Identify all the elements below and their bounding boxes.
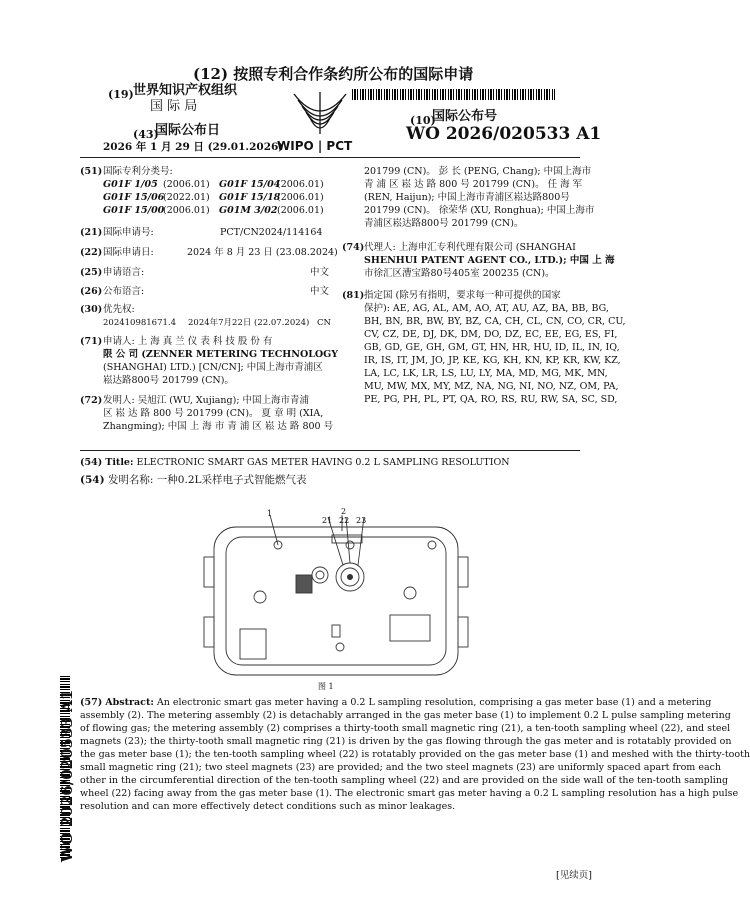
field-21-value: PCT/CN2024/114164 <box>220 227 323 238</box>
agent-line: SHENHUI PATENT AGENT CO., LTD.); 中国 上 海 <box>364 255 615 266</box>
states-line: PE, PG, PH, PL, PT, QA, RO, RS, RU, RW, SA, SC, SD, <box>364 394 618 405</box>
ipc-date: (2006.01) <box>277 192 324 203</box>
inventor-continued <box>364 165 595 230</box>
abstract-label: Abstract: <box>105 697 154 708</box>
inventor-line: 发明人: 吴旭江 (WU, Xujiang); 中国上海市青浦 <box>103 395 310 406</box>
ipc-code: G01F 1/05 <box>103 179 158 190</box>
side-publication-number: WO 2026/020533 A1 <box>58 689 76 863</box>
abstract-line: resolution and can more effectively detect conditions such as minor leakages. <box>80 801 456 812</box>
ipc-code: G01F 15/00 <box>103 205 165 216</box>
figure-label-2: 2 <box>341 507 347 516</box>
priority-number: 202410981671.4 <box>103 318 177 328</box>
title-divider <box>80 450 580 451</box>
applicant-line: 限 公 司 (ZENNER METERING TECHNOLOGY <box>103 349 339 360</box>
abstract-line: other in the circumferential direction of the ten-tooth sampling wheel (22) and are provided on the side wall of the ten-tooth sampling <box>80 775 729 786</box>
inventor-block <box>103 394 335 433</box>
field-21-code: (21) <box>80 227 103 238</box>
field-81-code: (81) <box>342 290 365 301</box>
abstract-text: An electronic smart gas meter having a 0.2 L sampling resolution, comprising a gas meter base (1) and a metering <box>156 697 712 708</box>
applicant-line: 申请人: 上 海 真 兰 仪 表 科 技 股 份 有 <box>103 336 273 347</box>
abstract-code: (57) <box>80 697 103 708</box>
agent-line: 市徐汇区漕宝路80号405室 200235 (CN)。 <box>364 268 555 279</box>
gas-meter-figure <box>200 505 470 680</box>
field-51-label: 国际专利分类号: <box>103 166 173 177</box>
priority-date: 2024年7月22日 (22.07.2024) <box>188 318 310 328</box>
ipc-code: G01M 3/02 <box>219 205 278 216</box>
top-barcode <box>352 89 555 100</box>
pubdate-code: (43) <box>133 128 159 141</box>
field-30-label: 优先权: <box>103 304 135 315</box>
field-22-value: 2024 年 8 月 23 日 (23.08.2024) <box>187 247 338 258</box>
ipc-code: G01F 15/04 <box>219 179 281 190</box>
pubdate-value: 2026 年 1 月 29 日 (29.01.2026) <box>103 141 284 153</box>
inventor-line: 青 浦 区 崧 达 路 800 号 201799 (CN)。 任 海 军 <box>364 179 583 190</box>
abstract-line: of flowing gas; the metering assembly (2) comprises a thirty-tooth small magnetic ring (21), a ten-tooth sampling wheel (22), and steel <box>80 723 731 734</box>
field-71-code: (71) <box>80 336 103 347</box>
pubno-code: (10) <box>410 114 436 127</box>
ipc-date: (2006.01) <box>277 179 324 190</box>
inventor-line: 青浦区崧达路800号 201799 (CN)。 <box>364 218 524 229</box>
field-22-label: 国际申请日: <box>103 247 154 258</box>
org-sub: 国 际 局 <box>150 99 198 114</box>
title-zh-code: (54) <box>80 474 105 486</box>
abstract-line: magnets (23); the thirty-tooth small magnetic ring (21) is driven by the gas flowing through the gas meter and is rotatably provided on <box>80 736 732 747</box>
field-26-label: 公布语言: <box>103 286 145 297</box>
title-en-text: ELECTRONIC SMART GAS METER HAVING 0.2 L SAMPLING RESOLUTION <box>136 457 510 468</box>
figure-label-1: 1 <box>267 509 273 518</box>
title-zh <box>80 474 306 487</box>
field-74-code: (74) <box>342 242 365 253</box>
pubdate-label: 国际公布日 <box>155 123 221 138</box>
inventor-line: Zhangming); 中国 上 海 市 青 浦 区 崧 达 路 800 号 <box>103 421 334 432</box>
inventor-line: 201799 (CN)。 徐荣华 (XU, Ronghua); 中国上海市 <box>364 205 595 216</box>
title-en-code: (54) <box>80 457 103 468</box>
states-line: LA, LC, LK, LR, LS, LU, LY, MA, MD, MG, MK, MN, <box>364 368 608 379</box>
abstract-line: the gas meter base (1); the ten-tooth sampling wheel (22) is rotatably provided on the gas meter base (1) and meshed with the thirty-tooth <box>80 749 750 760</box>
applicant-block <box>103 335 339 387</box>
field-21-label: 国际申请号: <box>103 227 154 238</box>
ipc-code: G01F 15/06 <box>103 192 165 203</box>
title-en-label: Title: <box>105 457 134 468</box>
pubno-value: WO 2026/020533 A1 <box>406 124 602 144</box>
field-25-label: 申请语言: <box>103 267 145 278</box>
figure-caption: 图 1 <box>318 682 334 691</box>
pubno-label: 国际公布号 <box>432 109 498 124</box>
abstract-line: assembly (2). The metering assembly (2) is detachably arranged in the gas meter base (1) to implement 0.2 L pulse sampling metering <box>80 710 731 721</box>
org-name: 世界知识产权组织 <box>133 83 238 98</box>
ipc-date: (2006.01) <box>163 179 210 190</box>
ipc-code: G01F 15/18 <box>219 192 281 203</box>
figure-label-21: 21 <box>322 516 333 525</box>
document-title: (12) 按照专利合作条约所公布的国际申请 <box>193 65 474 83</box>
abstract-line: wheel (22) facing away from the gas meter base (1). The electronic smart gas meter having a 0.2 L sampling resolution has a high pulse <box>80 788 739 799</box>
abstract-line <box>80 696 712 709</box>
field-30-code: (30) <box>80 304 103 315</box>
states-line: MU, MW, MX, MY, MZ, NA, NG, NI, NO, NZ, OM, PA, <box>364 381 619 392</box>
ipc-date: (2006.01) <box>277 205 324 216</box>
org-code: (19) <box>108 88 134 101</box>
wipo-pct-text: WIPO | PCT <box>277 139 353 153</box>
states-line: BH, BN, BR, BW, BY, BZ, CA, CH, CL, CN, CO, CR, CU, <box>364 316 626 327</box>
agent-block <box>364 241 615 280</box>
priority-country: CN <box>317 318 331 328</box>
field-25-value: 中文 <box>310 267 330 278</box>
continued-note: [见续页] <box>556 870 592 881</box>
states-line: 指定国 (除另有指明，要求每一种可提供的国家 <box>364 290 561 301</box>
designated-states <box>364 289 626 406</box>
inventor-line: 区 崧 达 路 800 号 201799 (CN)。 夏 章 明 (XIA, <box>103 408 324 419</box>
applicant-line: (SHANGHAI) LTD.) [CN/CN]; 中国上海市青浦区 <box>103 362 323 373</box>
states-line: IR, IS, IT, JM, JO, JP, KE, KG, KH, KN, KP, KR, KW, KZ, <box>364 355 621 366</box>
agent-line: 代理人: 上海申汇专利代理有限公司 (SHANGHAI <box>364 242 576 253</box>
states-line: 保护): AE, AG, AL, AM, AO, AT, AU, AZ, BA, BB, BG, <box>364 303 609 314</box>
states-line: GB, GD, GE, GH, GM, GT, HN, HR, HU, ID, IL, IN, IQ, <box>364 342 620 353</box>
title-zh-label: 发明名称: <box>107 474 154 486</box>
figure-label-23: 23 <box>356 516 367 525</box>
applicant-line: 崧达路800号 201799 (CN)。 <box>103 375 234 386</box>
ipc-date: (2006.01) <box>163 205 210 216</box>
field-26-value: 中文 <box>310 286 330 297</box>
inventor-line: (REN, Haijun); 中国上海市青浦区崧达路800号 <box>364 192 570 203</box>
title-zh-text: 一种0.2L采样电子式智能燃气表 <box>156 474 307 486</box>
field-22-code: (22) <box>80 247 103 258</box>
ipc-date: (2022.01) <box>163 192 210 203</box>
field-72-code: (72) <box>80 395 103 406</box>
field-26-code: (26) <box>80 286 103 297</box>
title-en <box>80 456 510 469</box>
field-51-code: (51) <box>80 166 103 177</box>
figure-label-22: 22 <box>339 516 350 525</box>
states-line: CV, CZ, DE, DJ, DK, DM, DO, DZ, EC, EE, EG, ES, FI, <box>364 329 618 340</box>
field-25-code: (25) <box>80 267 103 278</box>
header-divider <box>80 157 580 158</box>
abstract-block <box>80 696 750 813</box>
abstract-line: small magnetic ring (21); two steel magnets (23) are provided; and the two steel magnets (23) are uniformly spaced apart from each <box>80 762 722 773</box>
inventor-line: 201799 (CN)。 彭 长 (PENG, Chang); 中国上海市 <box>364 166 592 177</box>
